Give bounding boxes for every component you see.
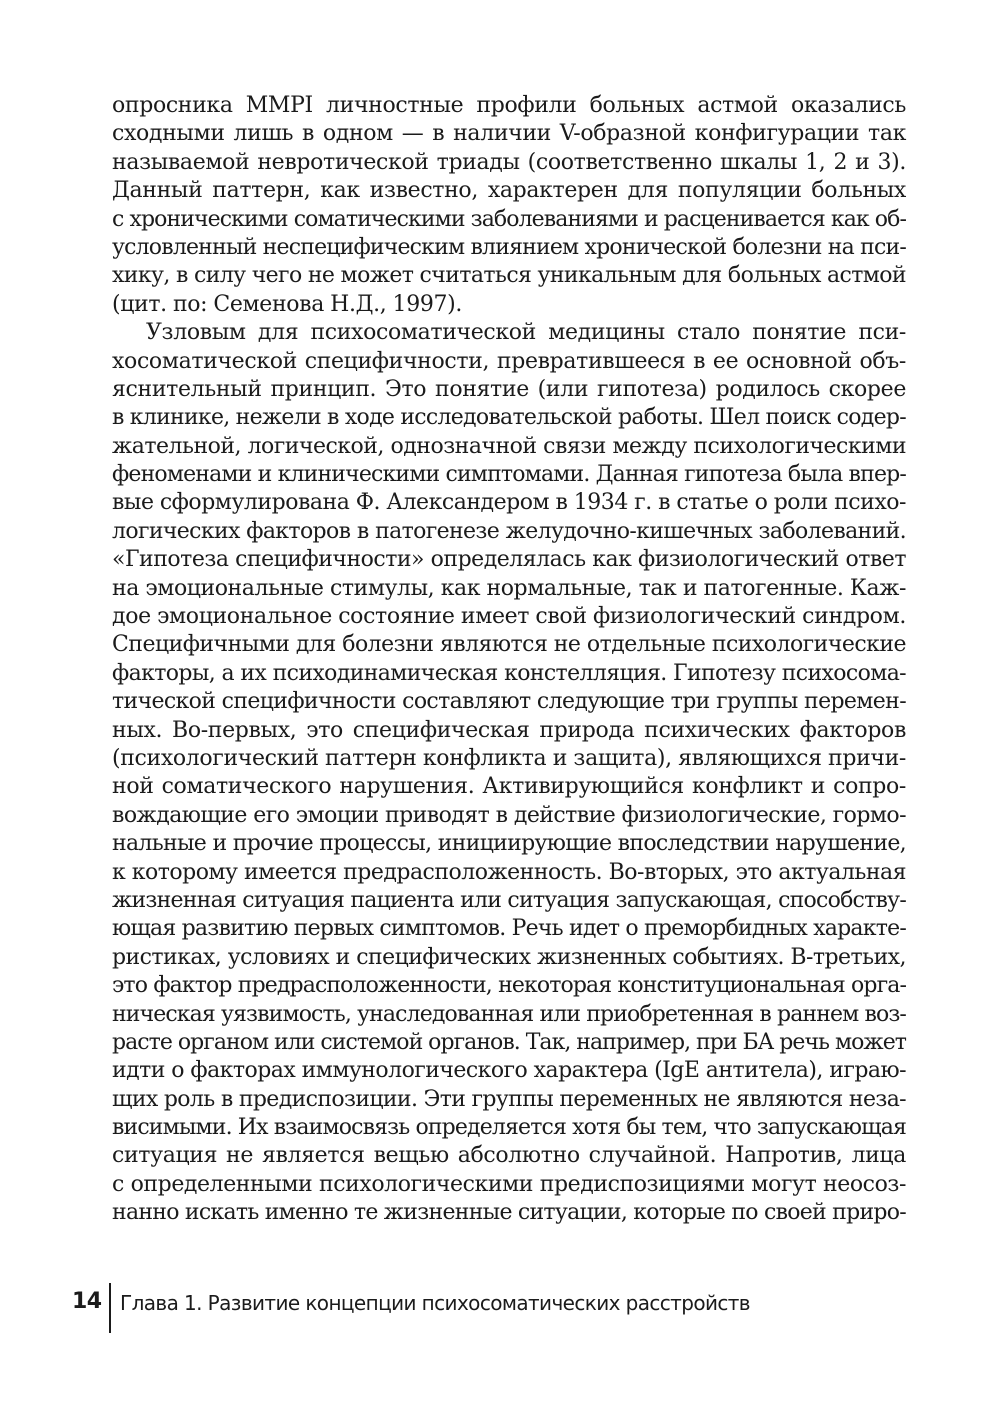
text-line: условленный неспецифическим влиянием хронической болезни на пси- (112, 234, 906, 260)
text-line: сходными лишь в одном — в наличии V-образной конфигурации так (112, 121, 906, 147)
text-line: (психологический паттерн конфликта и защита), являющихся причи- (112, 745, 906, 771)
text-line: ристиках, условиях и специфических жизненных событиях. В-третьих, (112, 944, 906, 970)
page-footer (64, 1283, 864, 1333)
text-line: расте органом или системой органов. Так, например, при БА речь может (112, 1029, 906, 1055)
text-line: это фактор предрасположенности, некоторая конституциональная орга- (112, 973, 906, 999)
text-line: с хроническими соматическими заболеваниями и расценивается как об- (112, 206, 906, 232)
text-line: вождающие его эмоции приводят в действие физиологические, гормо- (112, 802, 906, 828)
text-line: ной соматического нарушения. Активирующийся конфликт и сопро- (112, 774, 906, 800)
text-line: в клинике, нежели в ходе исследовательской работы. Шел поиск содер- (112, 405, 906, 431)
text-line: жательной, логической, однозначной связи между психологическими (112, 433, 906, 459)
text-line: ническая уязвимость, унаследованная или приобретенная в раннем воз- (112, 1001, 906, 1027)
text-line: висимыми. Их взаимосвязь определяется хотя бы тем, что запускающая (112, 1115, 906, 1141)
text-line: хику, в силу чего не может считаться уникальным для больных астмой (112, 263, 906, 289)
text-line: хосоматической специфичности, превратившееся в ее основной объ- (112, 348, 906, 374)
text-line: к которому имеется предрасположенность. Во-вторых, это актуальная (112, 859, 906, 885)
text-line: ющая развитию первых симптомов. Речь идет о преморбидных характе- (112, 916, 906, 942)
text-line: яснительный принцип. Это понятие (или гипотеза) родилось скорее (112, 376, 906, 402)
text-line: жизненная ситуация пациента или ситуация запускающая, способству- (112, 887, 906, 913)
text-line: ситуация не является вещью абсолютно случайной. Напротив, лица (112, 1143, 906, 1169)
text-line: называемой невротической триады (соответственно шкалы 1, 2 и 3). (112, 149, 906, 175)
text-line: логических факторов в патогенезе желудочно-кишечных заболеваний. (112, 518, 906, 544)
text-line: опросника MMPI личностные профили больных астмой оказались (112, 93, 906, 118)
footer-divider (109, 1283, 111, 1333)
text-line: феноменами и клиническими симптомами. Данная гипотеза была впер- (112, 462, 906, 488)
text-line: нальные и прочие процессы, инициирующие впоследствии нарушение, (112, 831, 906, 857)
running-chapter-title: Глава 1. Развитие концепции психосоматических расстройств (120, 1291, 750, 1315)
text-line: щих роль в предиспозиции. Эти группы переменных не являются неза- (112, 1086, 906, 1112)
text-line: ных. Во-первых, это специфическая природа психических факторов (112, 717, 906, 743)
text-line: идти о факторах иммунологического характера (IgE антитела), играю- (112, 1058, 906, 1084)
body-text (112, 92, 906, 1228)
text-line: «Гипотеза специфичности» определялась как физиологический ответ (112, 547, 906, 573)
text-line: тической специфичности составляют следующие три группы перемен- (112, 689, 906, 715)
text-line: нанно искать именно те жизненные ситуации, которые по своей приро- (112, 1200, 906, 1226)
text-line: (цит. по: Семенова Н.Д., 1997). (112, 291, 463, 317)
text-line: Данный паттерн, как известно, характерен для популяции больных (112, 178, 906, 204)
text-line: на эмоциональные стимулы, как нормальные, так и патогенные. Каж- (112, 575, 906, 601)
text-line: факторы, а их психодинамическая констелляция. Гипотезу психосома- (112, 660, 906, 686)
text-line: дое эмоциональное состояние имеет свой физиологический синдром. (112, 604, 906, 630)
text-line: с определенными психологическими предиспозициями могут неосоз- (112, 1171, 906, 1197)
text-line: Специфичными для болезни являются не отдельные психологические (112, 632, 906, 658)
text-line: Узловым для психосоматической медицины стало понятие пси- (146, 320, 906, 346)
text-line: вые сформулирована Ф. Александером в 1934 г. в статье о роли психо- (112, 490, 906, 516)
page-number: 14 (72, 1289, 102, 1314)
